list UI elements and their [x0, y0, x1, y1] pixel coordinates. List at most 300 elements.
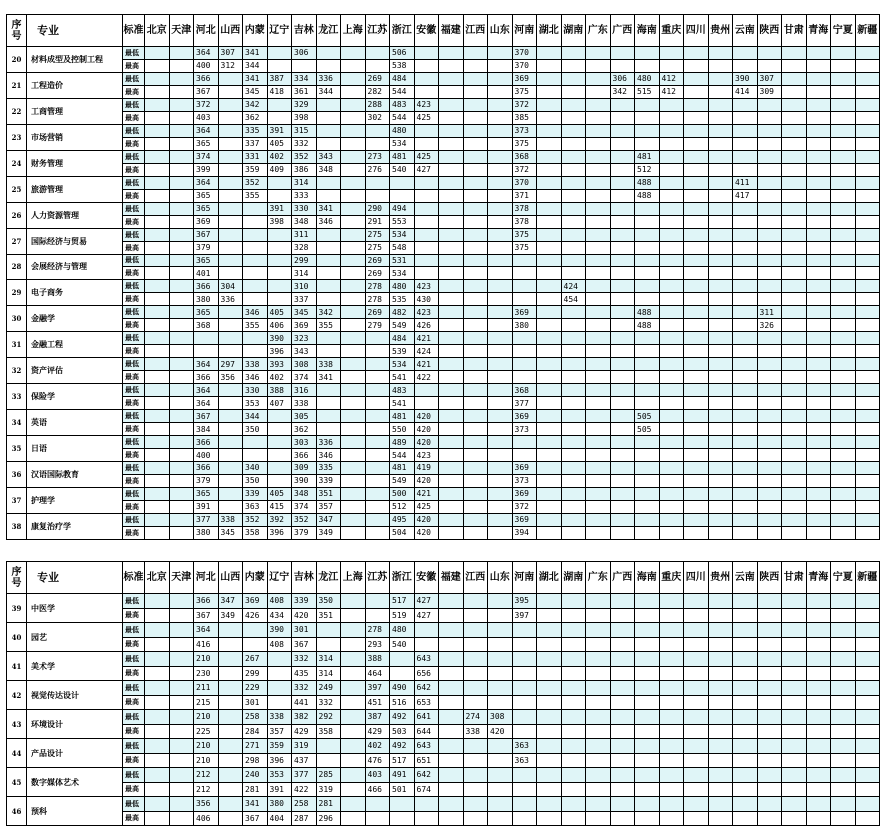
- score-cell: [855, 267, 880, 280]
- score-cell: 332: [292, 652, 317, 667]
- score-cell: [341, 666, 366, 681]
- score-cell: [463, 267, 488, 280]
- score-cell: [659, 228, 684, 241]
- score-cell: 297: [218, 358, 243, 371]
- score-cell: 374: [292, 371, 317, 384]
- score-cell: [708, 513, 733, 526]
- score-cell: [488, 72, 513, 85]
- score-type-label: 最高: [123, 666, 145, 681]
- score-type-label: 最高: [123, 241, 145, 254]
- score-cell: [855, 47, 880, 60]
- score-cell: 333: [292, 189, 317, 202]
- score-cell: 420: [414, 526, 439, 539]
- score-cell: 401: [194, 267, 219, 280]
- score-cell: [463, 652, 488, 667]
- score-cell: [806, 768, 831, 783]
- score-cell: [463, 215, 488, 228]
- score-cell: [855, 215, 880, 228]
- score-cell: [757, 215, 782, 228]
- table-row: [7, 85, 880, 98]
- score-cell: [488, 293, 513, 306]
- score-cell: 287: [292, 811, 317, 826]
- score-cell: [218, 681, 243, 696]
- score-cell: [439, 384, 464, 397]
- score-cell: [267, 449, 292, 462]
- score-cell: [757, 608, 782, 623]
- score-cell: [733, 623, 758, 638]
- score-cell: [537, 724, 562, 739]
- score-cell: [708, 681, 733, 696]
- score-cell: [635, 526, 660, 539]
- score-cell: [341, 710, 366, 725]
- score-cell: [561, 449, 586, 462]
- score-type-label: 最高: [123, 345, 145, 358]
- score-cell: [169, 150, 194, 163]
- score-cell: [439, 111, 464, 124]
- score-cell: [537, 371, 562, 384]
- table-row: [7, 267, 880, 280]
- header-province: 广西: [610, 15, 635, 47]
- table-row: [7, 474, 880, 487]
- score-cell: [708, 176, 733, 189]
- score-cell: 311: [757, 306, 782, 319]
- score-cell: [341, 98, 366, 111]
- score-cell: [708, 623, 733, 638]
- score-cell: [145, 436, 170, 449]
- score-type-label: 最低: [123, 768, 145, 783]
- score-cell: 337: [292, 293, 317, 306]
- score-cell: [586, 124, 611, 137]
- score-cell: [831, 306, 856, 319]
- score-cell: [806, 241, 831, 254]
- score-cell: [537, 176, 562, 189]
- score-cell: [365, 397, 390, 410]
- score-cell: [561, 474, 586, 487]
- score-cell: [855, 474, 880, 487]
- score-cell: 426: [414, 319, 439, 332]
- score-cell: [145, 608, 170, 623]
- score-cell: [635, 59, 660, 72]
- score-cell: [684, 358, 709, 371]
- score-cell: 331: [243, 150, 268, 163]
- score-cell: [782, 267, 807, 280]
- score-cell: 435: [292, 666, 317, 681]
- score-type-label: 最低: [123, 228, 145, 241]
- score-cell: [561, 47, 586, 60]
- score-cell: 369: [512, 487, 537, 500]
- score-cell: [169, 163, 194, 176]
- score-cell: 491: [390, 768, 415, 783]
- score-type-label: 最高: [123, 371, 145, 384]
- score-cell: [218, 72, 243, 85]
- score-cell: 285: [316, 768, 341, 783]
- score-cell: [267, 254, 292, 267]
- score-cell: [414, 85, 439, 98]
- score-cell: [708, 189, 733, 202]
- score-cell: 359: [267, 739, 292, 754]
- score-cell: [218, 124, 243, 137]
- score-cell: [610, 710, 635, 725]
- score-cell: [586, 254, 611, 267]
- score-cell: [488, 137, 513, 150]
- score-cell: [341, 500, 366, 513]
- score-cell: [341, 215, 366, 228]
- score-cell: [561, 637, 586, 652]
- score-cell: 341: [243, 797, 268, 812]
- score-cell: 466: [365, 782, 390, 797]
- score-cell: [806, 228, 831, 241]
- score-cell: [806, 474, 831, 487]
- score-cell: 421: [414, 332, 439, 345]
- score-cell: [635, 782, 660, 797]
- score-cell: 365: [194, 306, 219, 319]
- score-cell: [855, 98, 880, 111]
- score-cell: 418: [267, 85, 292, 98]
- score-cell: [708, 449, 733, 462]
- score-cell: 464: [365, 666, 390, 681]
- score-cell: [365, 332, 390, 345]
- score-cell: [610, 474, 635, 487]
- score-cell: [684, 59, 709, 72]
- score-cell: [586, 594, 611, 609]
- score-cell: [537, 85, 562, 98]
- score-cell: [708, 474, 733, 487]
- score-cell: [463, 72, 488, 85]
- score-cell: [684, 254, 709, 267]
- score-cell: [635, 739, 660, 754]
- score-cell: [463, 768, 488, 783]
- score-cell: [635, 254, 660, 267]
- score-cell: [463, 384, 488, 397]
- score-cell: 641: [414, 710, 439, 725]
- score-cell: [537, 59, 562, 72]
- score-cell: 423: [414, 98, 439, 111]
- score-cell: [733, 782, 758, 797]
- score-cell: [733, 267, 758, 280]
- score-cell: [757, 474, 782, 487]
- header-province: 重庆: [659, 15, 684, 47]
- score-cell: 375: [512, 241, 537, 254]
- score-type-label: 最低: [123, 98, 145, 111]
- score-cell: [561, 768, 586, 783]
- score-cell: [488, 280, 513, 293]
- score-cell: [757, 753, 782, 768]
- score-cell: [806, 163, 831, 176]
- score-cell: [463, 423, 488, 436]
- score-cell: [169, 241, 194, 254]
- score-cell: [610, 753, 635, 768]
- score-cell: [610, 652, 635, 667]
- score-cell: [341, 449, 366, 462]
- header-province: 北京: [145, 15, 170, 47]
- score-cell: [659, 384, 684, 397]
- score-cell: 368: [512, 384, 537, 397]
- score-cell: [512, 280, 537, 293]
- score-cell: [439, 241, 464, 254]
- score-cell: [561, 681, 586, 696]
- score-cell: [390, 189, 415, 202]
- score-cell: [684, 176, 709, 189]
- score-cell: 225: [194, 724, 219, 739]
- table-row: [7, 228, 880, 241]
- score-cell: [439, 423, 464, 436]
- score-cell: [855, 280, 880, 293]
- score-cell: [831, 137, 856, 150]
- score-cell: [512, 293, 537, 306]
- score-cell: [463, 189, 488, 202]
- score-cell: 329: [292, 98, 317, 111]
- score-cell: [488, 384, 513, 397]
- score-cell: [806, 332, 831, 345]
- score-cell: [439, 332, 464, 345]
- score-cell: [341, 768, 366, 783]
- score-cell: 338: [292, 397, 317, 410]
- score-cell: [488, 768, 513, 783]
- score-cell: [586, 608, 611, 623]
- score-cell: [145, 681, 170, 696]
- score-cell: 350: [243, 474, 268, 487]
- score-cell: [414, 637, 439, 652]
- score-cell: [684, 753, 709, 768]
- score-cell: [145, 652, 170, 667]
- score-cell: [463, 59, 488, 72]
- score-cell: [439, 150, 464, 163]
- score-cell: 516: [390, 695, 415, 710]
- score-type-label: 最高: [123, 782, 145, 797]
- score-cell: [586, 215, 611, 228]
- score-cell: [708, 410, 733, 423]
- score-cell: [855, 137, 880, 150]
- score-cell: [659, 739, 684, 754]
- score-cell: [855, 500, 880, 513]
- score-cell: [610, 228, 635, 241]
- header-province: 龙江: [316, 562, 341, 594]
- score-cell: 343: [292, 345, 317, 358]
- score-cell: 408: [267, 594, 292, 609]
- score-cell: [537, 811, 562, 826]
- score-cell: 355: [243, 189, 268, 202]
- score-cell: [806, 371, 831, 384]
- table-row: [7, 111, 880, 124]
- major-name: 市场营销: [27, 124, 123, 150]
- header-province: 上海: [341, 15, 366, 47]
- score-cell: [635, 345, 660, 358]
- score-cell: 674: [414, 782, 439, 797]
- score-cell: 480: [390, 623, 415, 638]
- major-name: 中医学: [27, 594, 123, 623]
- header-major: 专业: [27, 562, 123, 594]
- score-table-1: [6, 14, 879, 540]
- score-cell: [243, 202, 268, 215]
- score-cell: 369: [292, 319, 317, 332]
- score-cell: [806, 345, 831, 358]
- score-cell: [145, 423, 170, 436]
- score-cell: [708, 436, 733, 449]
- score-cell: [169, 768, 194, 783]
- score-cell: [659, 280, 684, 293]
- score-cell: 296: [316, 811, 341, 826]
- score-cell: 273: [365, 150, 390, 163]
- score-cell: [806, 462, 831, 475]
- score-cell: [659, 371, 684, 384]
- score-cell: [169, 410, 194, 423]
- table-body: [7, 594, 880, 826]
- score-cell: [145, 254, 170, 267]
- score-cell: [855, 332, 880, 345]
- table-row: [7, 202, 880, 215]
- score-cell: 540: [390, 637, 415, 652]
- score-cell: [463, 608, 488, 623]
- score-cell: [610, 410, 635, 423]
- score-cell: [635, 797, 660, 812]
- score-cell: [463, 228, 488, 241]
- score-cell: [586, 768, 611, 783]
- score-cell: [831, 59, 856, 72]
- score-cell: [169, 594, 194, 609]
- table-row: [7, 526, 880, 539]
- score-cell: [782, 462, 807, 475]
- score-cell: [316, 623, 341, 638]
- score-cell: [733, 710, 758, 725]
- score-cell: 653: [414, 695, 439, 710]
- score-cell: [708, 695, 733, 710]
- score-cell: 339: [243, 487, 268, 500]
- score-cell: [733, 797, 758, 812]
- score-cell: [537, 436, 562, 449]
- score-cell: [439, 782, 464, 797]
- score-cell: 483: [390, 384, 415, 397]
- table-row: [7, 397, 880, 410]
- score-cell: [488, 306, 513, 319]
- score-cell: 301: [292, 623, 317, 638]
- score-cell: [537, 768, 562, 783]
- header-province: 四川: [684, 15, 709, 47]
- score-cell: 384: [194, 423, 219, 436]
- score-cell: 308: [292, 358, 317, 371]
- score-cell: 420: [414, 513, 439, 526]
- score-cell: [806, 176, 831, 189]
- score-cell: [169, 695, 194, 710]
- score-cell: [635, 111, 660, 124]
- score-cell: 363: [512, 753, 537, 768]
- score-cell: [610, 436, 635, 449]
- score-cell: 548: [390, 241, 415, 254]
- score-cell: [733, 111, 758, 124]
- score-cell: [757, 254, 782, 267]
- score-cell: [218, 423, 243, 436]
- score-cell: [708, 487, 733, 500]
- score-cell: [733, 768, 758, 783]
- score-cell: [610, 724, 635, 739]
- score-cell: [145, 637, 170, 652]
- score-cell: [488, 47, 513, 60]
- score-cell: 426: [243, 608, 268, 623]
- score-cell: [831, 397, 856, 410]
- score-cell: [855, 59, 880, 72]
- major-name: 金融学: [27, 306, 123, 332]
- score-cell: 267: [243, 652, 268, 667]
- score-cell: [537, 254, 562, 267]
- score-cell: 412: [659, 85, 684, 98]
- score-cell: [218, 202, 243, 215]
- score-cell: 373: [512, 124, 537, 137]
- score-cell: [586, 666, 611, 681]
- score-cell: [218, 254, 243, 267]
- score-cell: [782, 85, 807, 98]
- score-cell: [537, 487, 562, 500]
- score-cell: [488, 449, 513, 462]
- score-cell: [635, 124, 660, 137]
- score-cell: [782, 449, 807, 462]
- score-cell: [316, 111, 341, 124]
- score-cell: [782, 513, 807, 526]
- score-type-label: 最高: [123, 215, 145, 228]
- score-cell: [463, 319, 488, 332]
- score-cell: 302: [365, 111, 390, 124]
- score-cell: [414, 267, 439, 280]
- score-cell: 390: [292, 474, 317, 487]
- score-cell: [610, 137, 635, 150]
- score-cell: 310: [292, 280, 317, 293]
- score-cell: [610, 241, 635, 254]
- table-row: [7, 423, 880, 436]
- score-cell: [218, 449, 243, 462]
- score-cell: [806, 267, 831, 280]
- table-row: [7, 594, 880, 609]
- score-cell: [145, 345, 170, 358]
- score-cell: [635, 228, 660, 241]
- score-cell: [733, 436, 758, 449]
- score-cell: [831, 695, 856, 710]
- score-cell: [708, 319, 733, 332]
- score-cell: [733, 474, 758, 487]
- score-cell: [855, 163, 880, 176]
- score-cell: 379: [292, 526, 317, 539]
- score-cell: [341, 811, 366, 826]
- score-cell: 544: [390, 111, 415, 124]
- score-cell: 299: [292, 254, 317, 267]
- score-cell: 346: [316, 449, 341, 462]
- score-cell: 423: [414, 280, 439, 293]
- score-cell: [855, 513, 880, 526]
- score-cell: [365, 423, 390, 436]
- score-cell: [169, 72, 194, 85]
- score-cell: [757, 739, 782, 754]
- score-cell: 332: [292, 681, 317, 696]
- score-cell: [537, 111, 562, 124]
- score-cell: [463, 739, 488, 754]
- score-cell: [561, 594, 586, 609]
- score-cell: [684, 241, 709, 254]
- score-cell: [855, 202, 880, 215]
- score-cell: [169, 462, 194, 475]
- score-cell: 416: [194, 637, 219, 652]
- score-cell: [610, 487, 635, 500]
- score-cell: [365, 500, 390, 513]
- score-cell: [782, 202, 807, 215]
- score-cell: [316, 47, 341, 60]
- score-cell: [488, 371, 513, 384]
- score-cell: [659, 608, 684, 623]
- score-cell: [635, 637, 660, 652]
- score-cell: [782, 111, 807, 124]
- score-cell: [414, 397, 439, 410]
- score-cell: 395: [512, 594, 537, 609]
- score-cell: [169, 474, 194, 487]
- score-cell: 425: [414, 150, 439, 163]
- score-cell: [463, 500, 488, 513]
- score-cell: [855, 797, 880, 812]
